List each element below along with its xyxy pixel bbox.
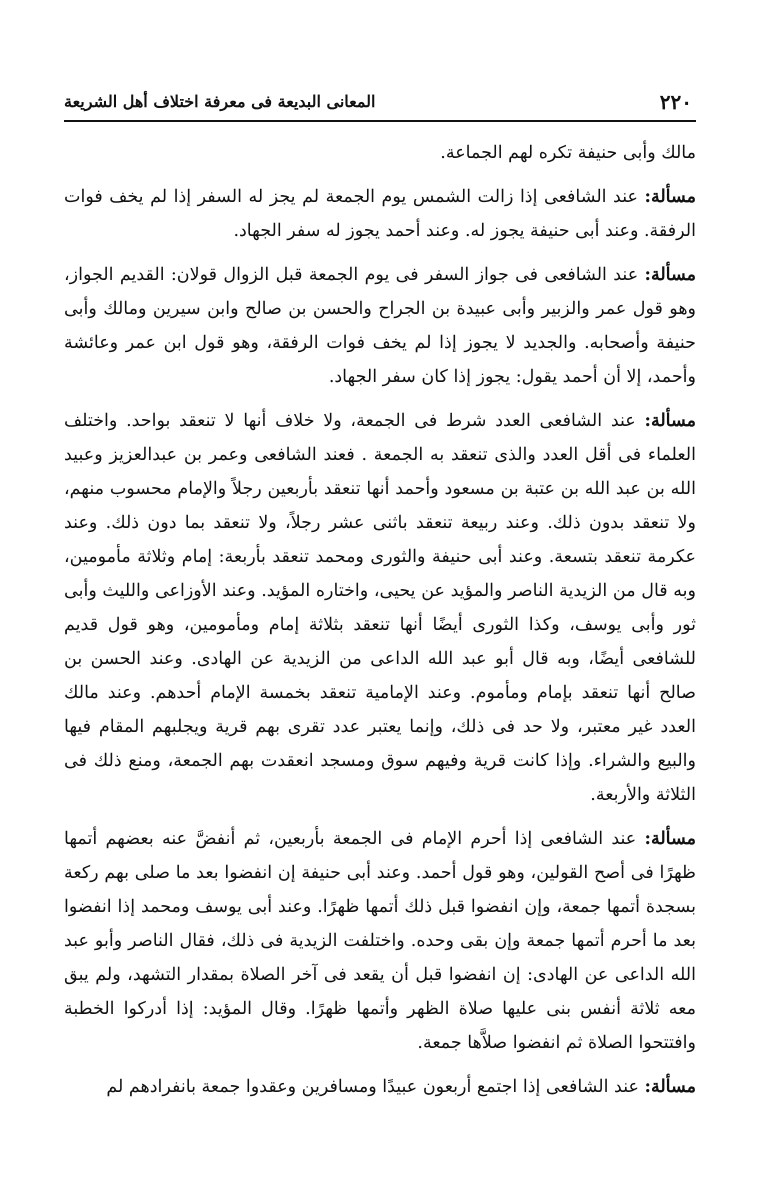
masala-label: مسألة:: [644, 187, 696, 207]
book-title: المعانى البديعة فى معرفة اختلاف أهل الشريعة: [64, 92, 376, 111]
header-divider: [64, 120, 696, 122]
paragraph-masala: [64, 258, 696, 394]
masala-label: مسألة:: [644, 411, 696, 431]
paragraph-text: عند الشافعى إذا زالت الشمس يوم الجمعة لم يجز له السفر إذا لم يخف فوات الرفقة. وعند أبى حنيفة يجوز له. وعند أحمد يجوز له سفر الجهاد.: [64, 187, 696, 241]
paragraph-text: عند الشافعى إذا اجتمع أربعون عبيدًا ومسافرين وعقدوا جمعة بانفرادهم لم: [106, 1077, 645, 1097]
page-number: ٢٢٠: [659, 90, 692, 114]
paragraph-masala: [64, 404, 696, 812]
paragraph-text: مالك وأبى حنيفة تكره لهم الجماعة.: [440, 143, 696, 163]
masala-label: مسألة:: [644, 829, 696, 849]
masala-label: مسألة:: [644, 1077, 696, 1097]
running-header: [64, 88, 696, 122]
paragraph-masala: [64, 180, 696, 248]
page-body: [64, 136, 696, 1114]
paragraph-continuation: [64, 136, 696, 170]
masala-label: مسألة:: [644, 265, 696, 285]
paragraph-text: عند الشافعى العدد شرط فى الجمعة، ولا خلاف أنها لا تنعقد بواحد. واختلف العلماء فى أقل العدد والذى تنعقد به الجمعة . فعند الشافعى وعمر بن عبدالعزيز وعبيد الله بن عبد الله بن عتبة بن مسعود وأحمد أنها تنعقد بأربعين رجلاً والإمام محسوب منهم، ولا تنعقد بدون ذلك. وعند ربيعة تنعقد باثنى عشر رجلاً، ولا تنعقد بما دون ذلك. وعند عكرمة تنعقد بتسعة. وعند أبى حنيفة والثورى ومحمد تنعقد بأربعة: إمام وثلاثة مأمومين، وبه قال من الزيدية الناصر والمؤيد عن يحيى، واختاره المؤيد. وعند الأوزاعى والليث وأبى ثور وأبى يوسف، وكذا الثورى أيضًا أنها تنعقد بثلاثة إمام ومأمومين، وهو قول قديم للشافعى أيضًا، وبه قال أبو عبد الله الداعى من الزيدية عن الهادى. وعند الحسن بن صالح أنها تنعقد بإمام ومأموم. وعند الإمامية تنعقد بخمسة الإمام أحدهم. وعند مالك العدد غير معتبر، ولا حد فى ذلك، وإنما يعتبر عدد تقرى بهم قرية ويجلبهم المقام فيها والبيع والشراء. وإذا كانت قرية وفيهم سوق ومسجد انعقدت بهم الجمعة، ومنع ذلك فى الثلاثة والأربعة.: [64, 411, 696, 805]
paragraph-masala: [64, 822, 696, 1060]
paragraph-text: عند الشافعى فى جواز السفر فى يوم الجمعة قبل الزوال قولان: القديم الجواز، وهو قول عمر والزبير وأبى عبيدة بن الجراح والحسن بن صالح وابن سيرين ومالك وأبى حنيفة وأصحابه. والجديد لا يجوز إذا لم يخف فوات الرفقة، وهو قول ابن عمر وعائشة وأحمد، إلا أن أحمد يقول: يجوز إذا كان سفر الجهاد.: [64, 265, 696, 387]
paragraph-text: عند الشافعى إذا أحرم الإمام فى الجمعة بأربعين، ثم أنفضَّ عنه بعضهم أتمها ظهرًا فى أصح القولين، وهو قول أحمد. وعند أبى حنيفة إن انفضوا بعد ما صلى بهم ركعة بسجدة أتمها جمعة، وإن انفضوا قبل ذلك أتمها ظهرًا. وعند أبى يوسف ومحمد إذا انفضوا بعد ما أحرم أتمها جمعة وإن بقى وحده. واختلفت الزيدية فى ذلك، فقال الناصر وأبو عبد الله الداعى عن الهادى: إن انفضوا قبل أن يقعد فى آخر الصلاة بمقدار التشهد، ولم يبق معه ثلاثة أنفس بنى عليها صلاة الظهر وأتمها ظهرًا. وقال المؤيد: إذا أدركوا الخطبة وافتتحوا الصلاة ثم انفضوا صلاَّها جمعة.: [64, 829, 696, 1053]
paragraph-masala: [64, 1070, 696, 1104]
